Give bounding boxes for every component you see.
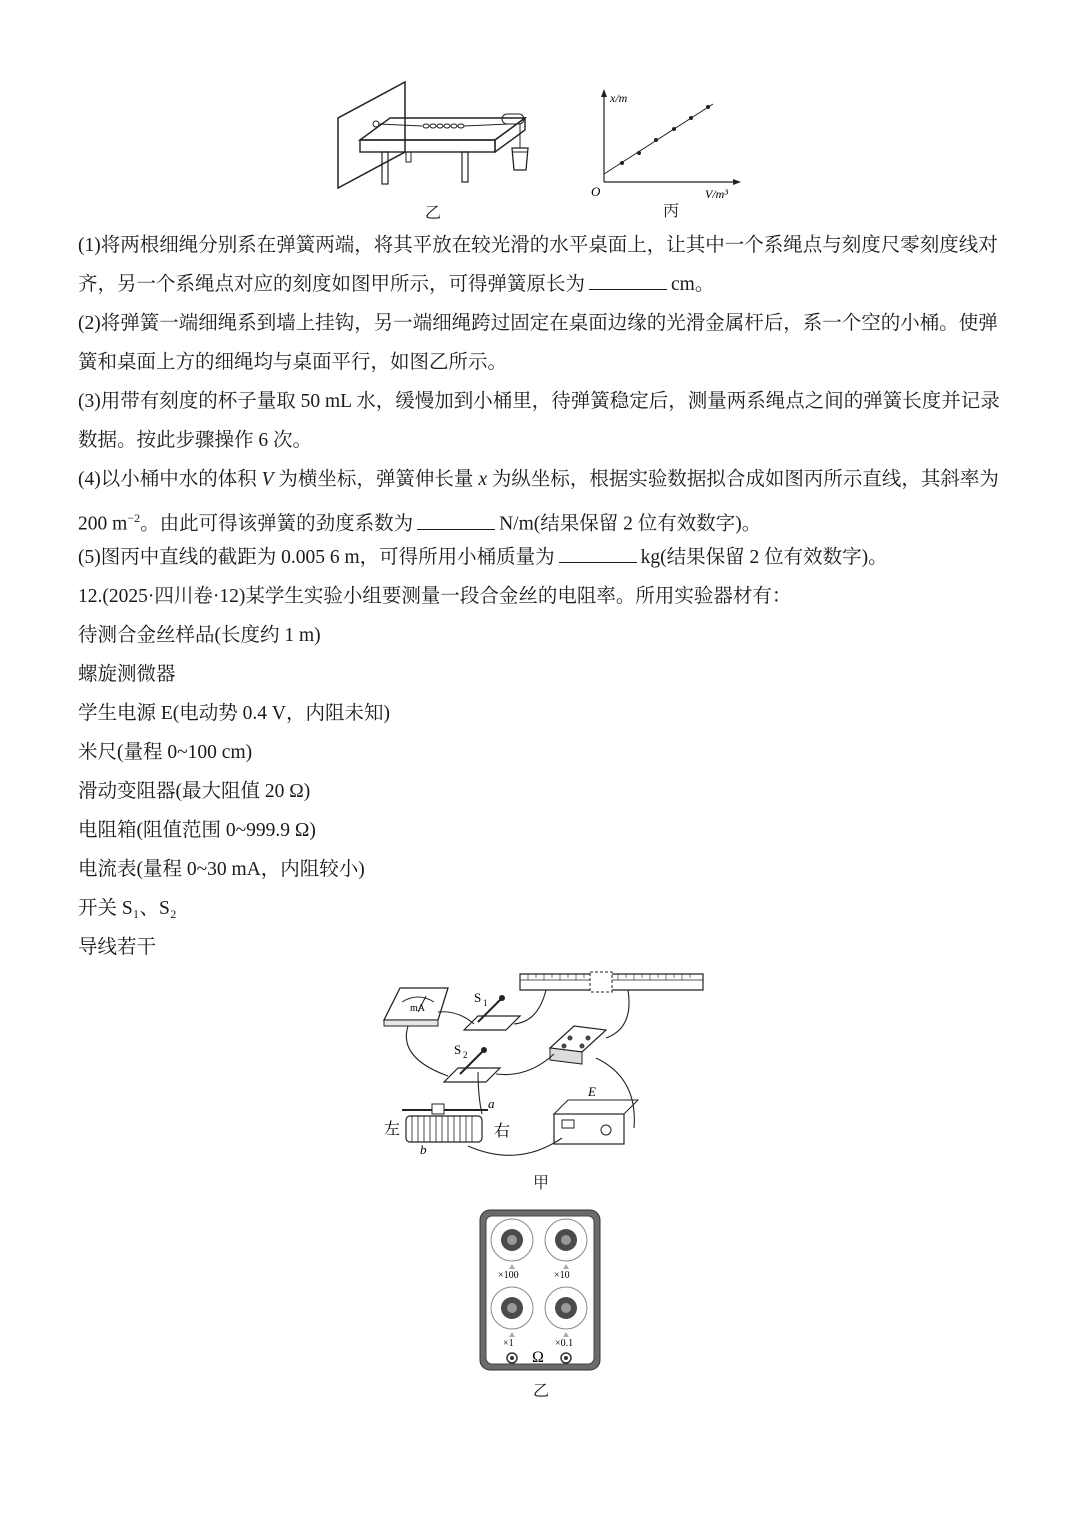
svg-text:×1: ×1 [503, 1338, 514, 1349]
answer-blank-2[interactable] [417, 507, 495, 529]
figure-yi-bottom-caption: 乙 [532, 1383, 549, 1400]
list-item: 米尺(量程 0~100 cm) [78, 742, 253, 763]
svg-text:2: 2 [463, 1050, 468, 1060]
answer-blank-3[interactable] [559, 541, 637, 563]
list-item: 导线若干 [78, 937, 157, 958]
svg-text:×0.1: ×0.1 [555, 1338, 574, 1349]
y-axis-label: x/m [610, 91, 628, 105]
step-4: (4)以小桶中水的体积 V 为横坐标，弹簧伸长量 x 为纵坐标，根据实验数据拟合成如图丙所示直线，其斜率为 200 $m^{-2}$。由此可得该弹簧的劲度系数为 N/m(结果保留 2 位有效数字)。 [78, 469, 999, 535]
figure-bing-caption: 丙 [662, 203, 679, 220]
svg-text:E: E [588, 1084, 596, 1099]
figure-jia-caption: 甲 [532, 1175, 549, 1192]
power-supply [554, 1084, 638, 1144]
figure-bing-chart [588, 86, 748, 206]
figure-yi-apparatus [330, 78, 540, 198]
rheostat [384, 1096, 510, 1157]
figure-resistance-box [478, 1208, 602, 1373]
list-item: 待测合金丝样品(长度约 1 m) [78, 625, 321, 646]
step-2: (2)将弹簧一端细绳系到墙上挂钩，另一端细绳跨过固定在桌面边缘的光滑金属杆后，系一个空的小桶。使弹簧和桌面上方的细绳均与桌面平行，如图乙所示。 [78, 313, 998, 373]
ohm-symbol: Ω [532, 1349, 544, 1366]
list-item: 滑动变阻器(最大阻值 20 Ω) [78, 781, 311, 802]
svg-text:右: 右 [494, 1123, 511, 1140]
switch-s2 [444, 1042, 500, 1082]
step-3: (3)用带有刻度的杯子量取 50 mL 水，缓慢加到小桶里，待弹簧稳定后，测量两系绳点之间的弹簧长度并记录数据。按此步骤操作 6 次。 [78, 391, 1000, 451]
step-5: (5)图丙中直线的截距为 0.005 6 m，可得所用小桶质量为 kg(结果保留 2 位有效数字)。 [78, 538, 888, 577]
list-item: 学生电源 E(电动势 0.4 V，内阻未知) [78, 703, 390, 724]
list-item: 电流表(量程 0~30 mA，内阻较小) [78, 859, 365, 880]
list-item: 开关 S₁、S₂ [78, 898, 177, 919]
step-1: (1)将两根细绳分别系在弹簧两端，将其平放在较光滑的水平桌面上，让其中一个系绳点与刻度尺零刻度线对齐，另一个系绳点对应的刻度如图甲所示，可得弹簧原长为 cm。 [78, 235, 998, 295]
list-item: 电阻箱(阻值范围 0~999.9 Ω) [78, 820, 316, 841]
svg-text:a: a [488, 1096, 495, 1111]
svg-text:×10: ×10 [554, 1270, 570, 1281]
answer-blank-1[interactable] [589, 268, 667, 290]
meter-ruler [520, 972, 703, 992]
svg-text:b: b [420, 1142, 427, 1157]
svg-text:S: S [454, 1042, 462, 1057]
figure-jia-circuit [378, 968, 708, 1168]
x-axis-label: V/m³ [705, 187, 728, 201]
list-item: 螺旋测微器 [78, 664, 176, 685]
svg-text:S: S [474, 990, 482, 1005]
switch-s1 [464, 990, 520, 1030]
svg-text:1: 1 [483, 998, 488, 1008]
svg-text:×100: ×100 [498, 1270, 519, 1281]
figure-yi-caption: 乙 [424, 205, 441, 222]
origin-label: O [591, 184, 601, 199]
svg-text:左: 左 [384, 1121, 401, 1138]
question-12-intro: 12.(2025·四川卷·12)某学生实验小组要测量一段合金丝的电阻率。所用实验器材有： [78, 586, 792, 607]
svg-text:mA: mA [410, 1003, 425, 1014]
ammeter [384, 988, 448, 1026]
